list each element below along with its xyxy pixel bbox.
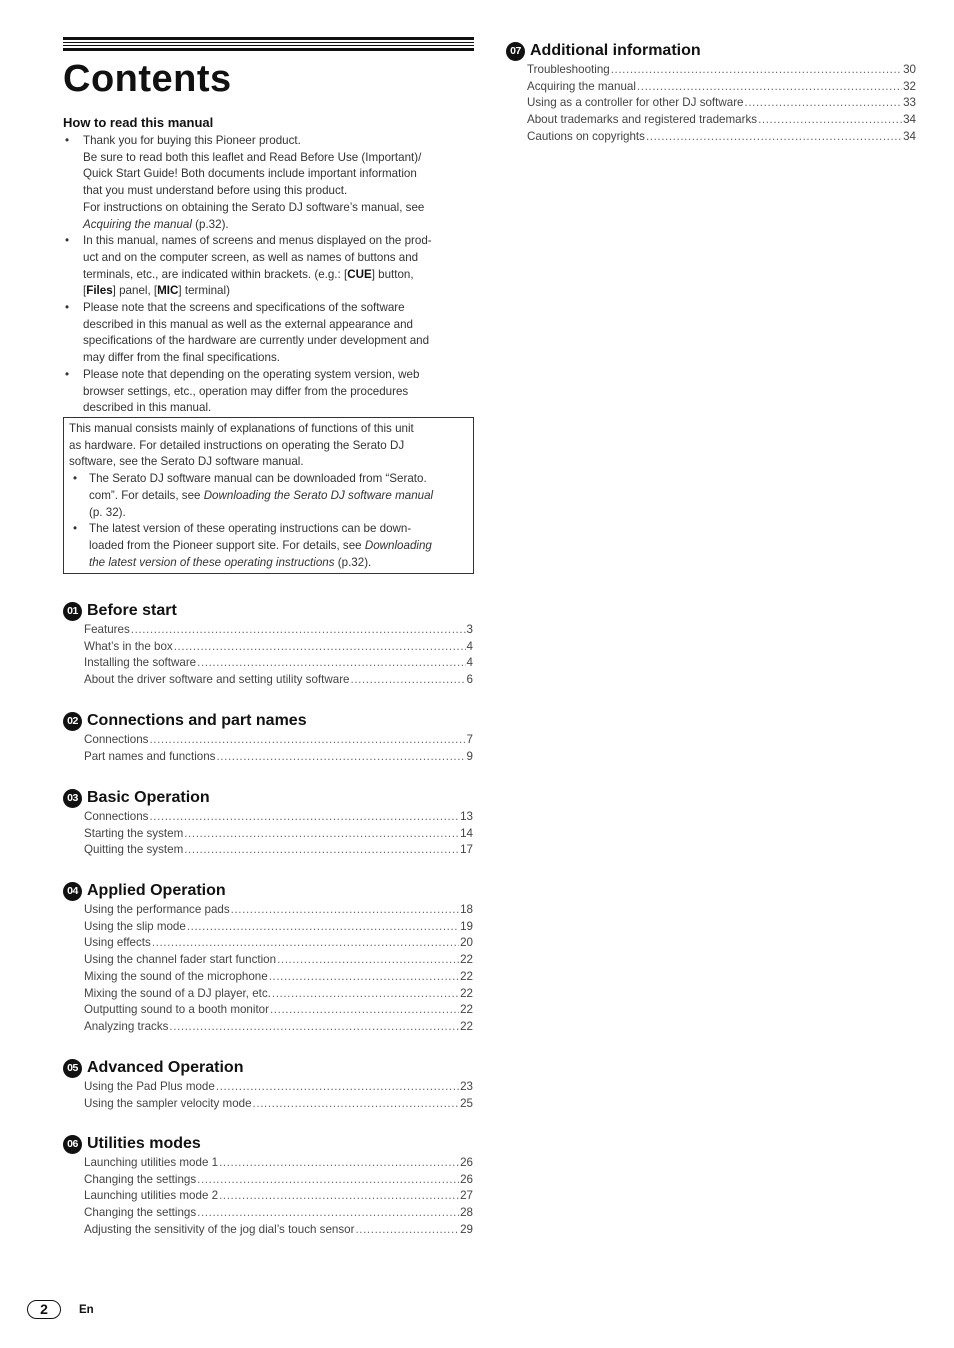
toc-entry-title: Part names and functions (84, 749, 216, 763)
notice-bullet-item: • The Serato DJ software manual can be downloaded from “Serato. com”. For details, see Downloading the Serato DJ software manual (p. 32). (73, 472, 434, 519)
toc-entry-title: Using the performance pads (84, 903, 230, 916)
section-heading (63, 711, 473, 731)
dot-leader (758, 112, 902, 129)
toc-entry-title: Acquiring the manual (527, 79, 636, 93)
toc-entry[interactable] (84, 952, 473, 969)
toc-entry-page: 25 (460, 1096, 473, 1110)
dot-leader (745, 95, 903, 112)
toc-section-01 (63, 601, 473, 689)
page-number: 2 (27, 1300, 61, 1319)
section-heading (63, 881, 473, 901)
notice-bullets (69, 471, 468, 571)
section-title: Additional information (530, 42, 701, 59)
section-title: Basic Operation (87, 789, 210, 806)
toc-entry-page: 30 (903, 63, 916, 76)
toc-entry-page: 22 (460, 969, 473, 983)
toc-entry[interactable] (84, 1172, 473, 1189)
toc-entry[interactable] (84, 842, 473, 859)
toc-entry[interactable] (84, 935, 473, 952)
section-title: Before start (87, 602, 177, 619)
dot-leader (197, 1205, 459, 1222)
toc-entry-title: Outputting sound to a booth monitor (84, 1003, 269, 1017)
how-to-read-bullets (63, 133, 473, 417)
toc-entry-title: Changing the settings (84, 1206, 197, 1220)
toc-entry-page: 32 (903, 79, 916, 93)
toc-section-04 (63, 881, 473, 1036)
toc-entry-page: 9 (466, 749, 473, 763)
toc-entry-page: 4 (466, 639, 473, 653)
toc-entry-page: 3 (466, 623, 473, 636)
toc-entry-page: 34 (903, 113, 916, 127)
toc-entry-page: 26 (460, 1172, 473, 1186)
dot-leader (131, 622, 466, 639)
toc-entry-page: 18 (460, 903, 473, 916)
dot-leader (197, 1172, 459, 1189)
section-number-badge: 07 (506, 42, 525, 61)
toc-entry[interactable] (84, 749, 473, 766)
toc-entry-page: 33 (903, 96, 916, 110)
toc-entry-page: 22 (460, 1019, 473, 1033)
section-title: Utilities modes (87, 1135, 201, 1152)
bullet-item: • Thank you for buying this Pioneer product. Be sure to read both this leaflet and Read Before Use (Important)/ Quick Start Guide! Both documents include important information that you must understand before using this product. For instructions on obtaining the Serato DJ software’s manual, see Acquiring the manual (p.32). (65, 134, 425, 231)
toc-entry-page: 13 (460, 810, 473, 823)
toc-entry[interactable] (527, 129, 916, 146)
section-title: Applied Operation (87, 882, 226, 899)
how-to-read-heading: How to read this manual (63, 115, 214, 130)
dot-leader (637, 79, 902, 96)
section-title: Advanced Operation (87, 1059, 244, 1076)
dot-leader (611, 62, 902, 79)
language-label: En (79, 1304, 94, 1316)
dot-leader (272, 986, 459, 1003)
dot-leader (152, 935, 459, 952)
bullet-item: • Please note that the screens and specifications of the software described in this manual as well as the external appearance and specifications of the hardware are currently under development and may differ from the final specifications. (65, 301, 430, 365)
toc-entry[interactable] (84, 1188, 473, 1205)
toc-entry-page: 23 (460, 1080, 473, 1093)
toc-entry[interactable] (527, 112, 916, 129)
toc-entry-title: What’s in the box (84, 639, 173, 653)
toc-entry[interactable] (84, 969, 473, 986)
toc-entry-page: 19 (460, 919, 473, 933)
dot-leader (197, 655, 465, 672)
section-number-badge: 06 (63, 1135, 82, 1154)
toc-entry[interactable] (84, 1079, 473, 1096)
toc-entry-title: Changing the settings (84, 1172, 197, 1186)
section-heading (63, 1134, 473, 1154)
dot-leader (184, 842, 459, 859)
toc-entry[interactable] (84, 986, 473, 1003)
toc-entry-title: Features (84, 623, 130, 636)
toc-section-05 (63, 1058, 473, 1112)
toc-entry-page: 14 (460, 826, 473, 840)
section-heading (506, 41, 916, 61)
toc-entry-title: Using the Pad Plus mode (84, 1080, 215, 1093)
dot-leader (270, 1002, 459, 1019)
toc-entry[interactable] (527, 79, 916, 96)
toc-entry-title: Using the sampler velocity mode (84, 1096, 252, 1110)
toc-entry-title: Using as a controller for other DJ software (527, 96, 744, 110)
toc-entry[interactable] (84, 672, 473, 689)
title-rule (63, 37, 474, 51)
toc-entry-title: Launching utilities mode 1 (84, 1156, 219, 1169)
dot-leader (219, 1188, 459, 1205)
toc-entry[interactable] (84, 639, 473, 656)
toc-entry-page: 4 (466, 656, 473, 670)
toc-entry[interactable] (84, 902, 473, 919)
toc-entry[interactable] (84, 1002, 473, 1019)
bullet-icon: • (65, 234, 70, 248)
toc-entry[interactable] (84, 1222, 473, 1239)
toc-entry[interactable] (84, 655, 473, 672)
toc-entry[interactable] (84, 809, 473, 826)
toc-entry-page: 27 (460, 1189, 473, 1203)
bullet-item: • Please note that depending on the operating system version, web browser settings, etc., operation may differ from the procedures described in this manual. (65, 367, 420, 415)
toc-entry[interactable] (84, 1205, 473, 1222)
dot-leader (149, 732, 465, 749)
dot-leader (355, 1222, 459, 1239)
bullet-icon: • (65, 134, 70, 147)
section-heading (63, 601, 473, 621)
toc-entry[interactable] (527, 95, 916, 112)
page-title: Contents (63, 58, 232, 100)
toc-entry-title: Launching utilities mode 2 (84, 1189, 219, 1203)
dot-leader (231, 902, 459, 919)
toc-section-03 (63, 788, 473, 859)
dot-leader (216, 749, 465, 766)
toc-entry-page: 7 (466, 733, 473, 746)
toc-entry[interactable] (84, 732, 473, 749)
toc-entry[interactable] (84, 1155, 473, 1172)
toc-entry-title: Using the slip mode (84, 919, 186, 933)
toc-entry-page: 29 (460, 1222, 473, 1236)
toc-entry-page: 22 (460, 986, 473, 1000)
section-number-badge: 05 (63, 1059, 82, 1078)
dot-leader (646, 129, 902, 146)
dot-leader (351, 672, 466, 689)
toc-entry-title: Starting the system (84, 826, 184, 840)
dot-leader (174, 639, 466, 656)
dot-leader (149, 809, 459, 826)
toc-section-07 (506, 41, 916, 146)
bullet-icon: • (65, 301, 70, 315)
notice-intro: This manual consists mainly of explanations of functions of this unit as hardware. For detailed instructions on operating the Serato DJ software, see the Serato DJ software manual. (69, 422, 414, 469)
toc-entry[interactable] (84, 826, 473, 843)
dot-leader (184, 826, 459, 843)
dot-leader (253, 1096, 460, 1113)
toc-entry[interactable] (84, 622, 473, 639)
toc-entry-page: 22 (460, 953, 473, 967)
bullet-icon: • (65, 367, 70, 381)
toc-entry-title: Installing the software (84, 656, 197, 670)
toc-entry-title: Analyzing tracks (84, 1019, 169, 1033)
toc-section-02 (63, 711, 473, 765)
toc-entry-title: Using the channel fader start function (84, 953, 277, 967)
toc-entry-title: Connections (84, 733, 149, 746)
dot-leader (269, 969, 459, 986)
section-title: Connections and part names (87, 712, 307, 729)
toc-section-06 (63, 1134, 473, 1239)
toc-entry-page: 6 (466, 673, 473, 687)
toc-entry-title: Cautions on copyrights (527, 129, 645, 143)
toc-entry-title: Troubleshooting (527, 63, 610, 76)
section-number-badge: 04 (63, 882, 82, 901)
toc-entry-title: Adjusting the sensitivity of the jog dial’s touch sensor (84, 1222, 355, 1236)
toc-entry-title: Mixing the sound of the microphone (84, 969, 268, 983)
dot-leader (277, 952, 459, 969)
toc-entry-page: 26 (460, 1156, 473, 1169)
dot-leader (216, 1079, 459, 1096)
bullet-icon: • (73, 472, 78, 486)
toc-entry[interactable] (84, 1096, 473, 1113)
toc-entry-title: Mixing the sound of a DJ player, etc. (84, 986, 271, 1000)
dot-leader (169, 1019, 459, 1036)
toc-entry-title: About trademarks and registered trademarks (527, 113, 758, 127)
notice-bullet-item: • The latest version of these operating instructions can be down- loaded from the Pioneer support site. For details, see Downloading the latest version of these operating instructions (p.32). (73, 522, 432, 569)
toc-entry-page: 22 (460, 1003, 473, 1017)
toc-entry-title: About the driver software and setting utility software (84, 673, 350, 687)
toc-entry-page: 20 (460, 936, 473, 950)
toc-entry[interactable] (84, 919, 473, 936)
toc-entry-page: 34 (903, 129, 916, 143)
toc-entry-title: Quitting the system (84, 843, 184, 857)
section-number-badge: 02 (63, 712, 82, 731)
dot-leader (219, 1155, 459, 1172)
dot-leader (187, 919, 459, 936)
toc-entry-title: Using effects (84, 936, 151, 950)
toc-entry-page: 28 (460, 1206, 473, 1220)
toc-entry-title: Connections (84, 810, 149, 823)
toc-entry[interactable] (84, 1019, 473, 1036)
notice-box (63, 417, 474, 574)
section-number-badge: 03 (63, 789, 82, 808)
section-heading (63, 1058, 473, 1078)
toc-entry-page: 17 (460, 843, 473, 857)
section-heading (63, 788, 473, 808)
bullet-item: • In this manual, names of screens and menus displayed on the prod- uct and on the computer screen, as well as names of buttons and terminals, etc., are indicated within brackets. (e.g.: [CUE] button, [Files] panel, [MIC] terminal) (65, 234, 432, 298)
section-number-badge: 01 (63, 602, 82, 621)
toc-entry[interactable] (527, 62, 916, 79)
bullet-icon: • (73, 522, 78, 536)
